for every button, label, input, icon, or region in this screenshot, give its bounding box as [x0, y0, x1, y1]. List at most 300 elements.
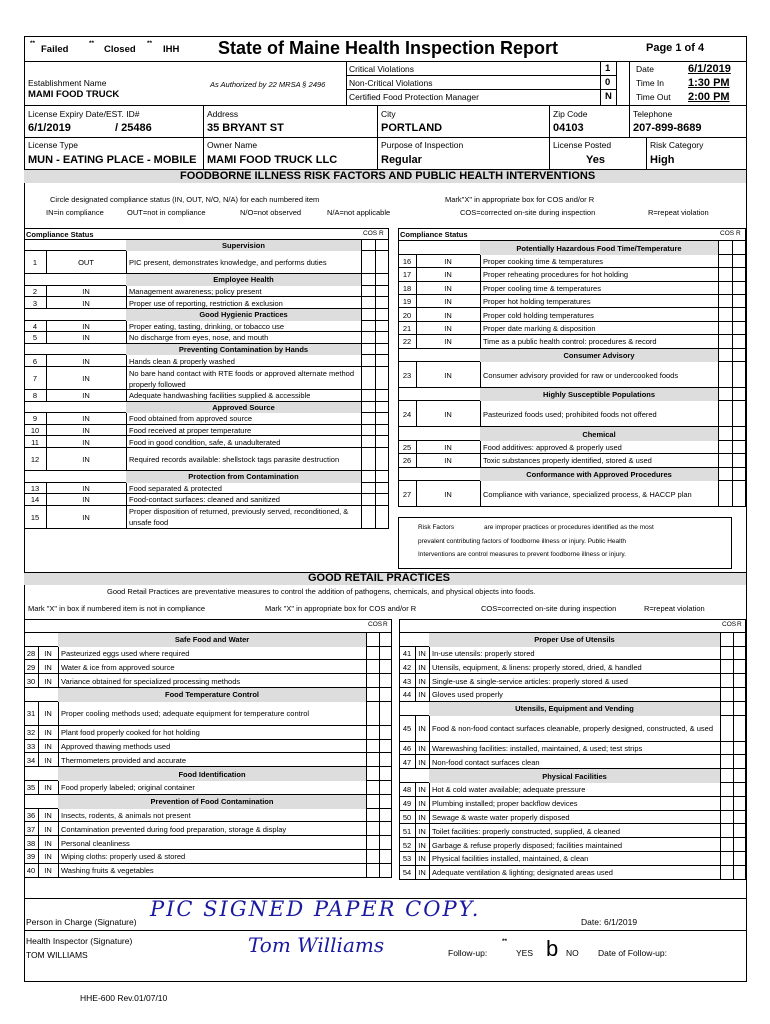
item-number: 39 [26, 852, 36, 862]
r-checkbox[interactable] [732, 295, 746, 308]
cos-checkbox[interactable] [361, 321, 375, 333]
item-status[interactable]: IN [44, 810, 52, 820]
r-checkbox[interactable] [732, 427, 746, 440]
r-header: R [383, 621, 388, 628]
item-description: Food received at proper temperature [129, 426, 252, 436]
item-number: 52 [402, 840, 412, 850]
cos-checkbox[interactable] [720, 852, 733, 866]
r-checkbox[interactable] [733, 838, 746, 852]
cos-checkbox[interactable] [361, 367, 375, 390]
cos-checkbox[interactable] [366, 647, 379, 661]
risk-note-3: prevalent contributing factors of foodborne illness or injury. Public Health [418, 538, 626, 545]
cos-checkbox[interactable] [361, 297, 375, 309]
r-checkbox[interactable] [733, 716, 746, 742]
item-description: Pasteurized eggs used where required [61, 648, 190, 658]
cos-checkbox[interactable] [361, 251, 375, 274]
item-status[interactable]: IN [82, 321, 90, 331]
cos-checkbox[interactable] [366, 740, 379, 754]
item-number: 6 [32, 356, 38, 366]
cos-checkbox[interactable] [366, 850, 379, 864]
est-id: / 25486 [115, 122, 152, 134]
item-description: Physical facilities installed, maintained, & clean [432, 854, 589, 864]
r-checkbox[interactable] [732, 322, 746, 335]
cos-checkbox[interactable] [361, 506, 375, 529]
cos-checkbox[interactable] [361, 494, 375, 506]
page-title: State of Maine Health Inspection Report [218, 38, 559, 58]
item-status[interactable]: IN [82, 391, 90, 401]
r-checkbox[interactable] [733, 769, 746, 783]
r-checkbox[interactable] [733, 702, 746, 716]
cos-checkbox[interactable] [718, 388, 732, 401]
cos-checkbox[interactable] [718, 255, 732, 268]
r-checkbox[interactable] [733, 660, 746, 674]
item-status[interactable]: IN [418, 757, 426, 767]
r-checkbox[interactable] [375, 355, 389, 367]
r-checkbox[interactable] [375, 506, 389, 529]
city-label: City [381, 109, 396, 119]
item-number: 15 [30, 512, 40, 522]
item-description: Proper cooking time & temperatures [483, 256, 604, 266]
item-description: Water & ice from approved source [61, 662, 175, 672]
item-status[interactable]: IN [444, 456, 452, 466]
item-number: 53 [402, 854, 412, 864]
item-number: 34 [26, 755, 36, 765]
critical-label: Critical Violations [349, 64, 415, 74]
r-checkbox[interactable] [732, 308, 746, 321]
r-checkbox[interactable] [733, 824, 746, 838]
cos-checkbox[interactable] [718, 401, 732, 427]
cos-checkbox[interactable] [366, 767, 379, 781]
cos-checkbox[interactable] [720, 716, 733, 742]
r-checkbox[interactable] [375, 483, 389, 495]
item-status[interactable]: IN [82, 495, 90, 505]
item-status[interactable]: IN [44, 709, 52, 719]
item-status[interactable]: IN [444, 323, 452, 333]
item-description: Warewashing facilities: installed, maintained, & used; test strips [432, 743, 643, 753]
item-status[interactable]: IN [444, 283, 452, 293]
item-number: 4 [32, 321, 38, 331]
cos-checkbox[interactable] [720, 838, 733, 852]
r-checkbox[interactable] [375, 297, 389, 309]
item-description: Proper cooling time & temperatures [483, 283, 601, 293]
item-status[interactable]: IN [82, 414, 90, 424]
cos-checkbox[interactable] [366, 753, 379, 767]
section-header: Food Temperature Control [58, 688, 366, 702]
item-status[interactable]: IN [444, 370, 452, 380]
r-checkbox[interactable] [732, 335, 746, 348]
cos-checkbox[interactable] [361, 448, 375, 471]
r-checkbox[interactable] [375, 367, 389, 390]
r-checkbox[interactable] [379, 633, 392, 647]
item-status[interactable]: IN [444, 337, 452, 347]
item-description: Proper date marking & disposition [483, 323, 596, 333]
item-description: Proper hot holding temperatures [483, 297, 591, 307]
item-description: Proper eating, tasting, drinking, or tobacco use [129, 321, 285, 331]
critical-count: 1 [605, 63, 611, 74]
cos-checkbox[interactable] [720, 688, 733, 702]
item-description: Proper cooling methods used; adequate equipment for temperature control [61, 709, 310, 719]
cos-checkbox[interactable] [366, 864, 379, 878]
item-description: Adequate ventilation & lighting; designated areas used [432, 868, 613, 878]
item-status[interactable]: IN [418, 799, 426, 809]
r-checkbox[interactable] [379, 864, 392, 878]
r-checkbox[interactable] [379, 850, 392, 864]
item-number: 22 [402, 337, 412, 347]
cos-checkbox[interactable] [720, 824, 733, 838]
item-status[interactable]: IN [444, 442, 452, 452]
cos-checkbox[interactable] [718, 335, 732, 348]
item-status[interactable]: IN [44, 662, 52, 672]
item-description: Single-use & single-service articles: properly stored & used [432, 676, 628, 686]
item-description: Proper use of reporting, restriction & exclusion [129, 298, 283, 308]
item-status[interactable]: IN [44, 852, 52, 862]
item-number: 8 [32, 391, 38, 401]
r-checkbox[interactable] [375, 274, 389, 286]
item-number: 5 [32, 333, 38, 343]
cos-checkbox[interactable] [361, 274, 375, 286]
purpose-label: Purpose of Inspection [381, 140, 464, 150]
cos-checkbox[interactable] [366, 781, 379, 795]
r-checkbox[interactable] [375, 494, 389, 506]
item-status[interactable]: IN [44, 866, 52, 876]
cos-checkbox[interactable] [718, 481, 732, 507]
r-checkbox[interactable] [733, 797, 746, 811]
cos-checkbox[interactable] [720, 660, 733, 674]
item-status[interactable]: IN [82, 298, 90, 308]
r-checkbox[interactable] [379, 674, 392, 688]
item-status[interactable]: IN [444, 256, 452, 266]
item-description: Non-food contact surfaces clean [432, 757, 540, 767]
cos-checkbox[interactable] [718, 282, 732, 295]
r-checkbox[interactable] [733, 866, 746, 880]
r-checkbox[interactable] [375, 309, 389, 321]
r-checkbox[interactable] [375, 425, 389, 437]
item-number: 3 [32, 298, 38, 308]
cos-header: COS [720, 230, 735, 237]
cos-checkbox[interactable] [361, 286, 375, 298]
item-status[interactable]: IN [444, 297, 452, 307]
item-description: Approved thawing methods used [61, 741, 171, 751]
cos-checkbox[interactable] [718, 441, 732, 454]
section-header: Prevention of Food Contamination [58, 795, 366, 809]
item-status[interactable]: IN [44, 824, 52, 834]
section-header: Employee Health [126, 274, 361, 286]
r-checkbox[interactable] [732, 282, 746, 295]
r-checkbox[interactable] [733, 742, 746, 756]
item-description: Personal cleanliness [61, 838, 130, 848]
r-checkbox[interactable] [375, 413, 389, 425]
item-status[interactable]: IN [444, 489, 452, 499]
item-status[interactable]: IN [418, 724, 426, 734]
r-checkbox[interactable] [732, 441, 746, 454]
r-checkbox[interactable] [379, 647, 392, 661]
item-number: 48 [402, 785, 412, 795]
r-checkbox[interactable] [379, 767, 392, 781]
r-checkbox[interactable] [733, 811, 746, 825]
cos-checkbox[interactable] [366, 674, 379, 688]
risk-note-1: Risk Factors [418, 524, 455, 531]
cos-checkbox[interactable] [718, 349, 732, 362]
form-number: HHE-600 Rev.01/07/10 [80, 993, 168, 1003]
r-checkbox[interactable] [732, 388, 746, 401]
r-checkbox[interactable] [375, 286, 389, 298]
r-checkbox[interactable] [733, 852, 746, 866]
ihh-mark: ** [147, 40, 153, 47]
r-checkbox[interactable] [375, 344, 389, 356]
cos-checkbox[interactable] [361, 309, 375, 321]
cos-checkbox[interactable] [366, 702, 379, 726]
closed-mark: ** [89, 40, 95, 47]
inspector-signature-label: Health Inspector (Signature) [26, 936, 133, 946]
cos-checkbox[interactable] [361, 344, 375, 356]
item-status[interactable]: IN [418, 648, 426, 658]
cos-checkbox[interactable] [720, 647, 733, 661]
cos-checkbox[interactable] [366, 836, 379, 850]
r-checkbox[interactable] [732, 349, 746, 362]
r-checkbox[interactable] [379, 726, 392, 740]
item-status[interactable]: IN [44, 741, 52, 751]
r-checkbox[interactable] [732, 481, 746, 507]
r-checkbox[interactable] [732, 241, 746, 254]
r-def: R=repeat violation [648, 208, 709, 217]
item-status[interactable]: IN [44, 676, 52, 686]
item-description: Food in good condition, safe, & unadulterated [129, 437, 281, 447]
item-status[interactable]: IN [418, 743, 426, 753]
section-header: Protection from Contamination [126, 471, 361, 483]
followup-no-marker: b [546, 936, 559, 961]
item-status[interactable]: IN [82, 287, 90, 297]
sig-date-label: Date: [581, 917, 602, 927]
item-number: 42 [402, 662, 412, 672]
item-description: Plumbing installed; proper backflow devices [432, 799, 578, 809]
item-number: 19 [402, 297, 412, 307]
followup-no[interactable]: NO [566, 948, 579, 958]
cos-checkbox[interactable] [361, 483, 375, 495]
r-checkbox[interactable] [375, 251, 389, 274]
r-checkbox[interactable] [732, 454, 746, 467]
cos-checkbox[interactable] [720, 702, 733, 716]
item-status[interactable]: IN [44, 838, 52, 848]
cos-checkbox[interactable] [718, 308, 732, 321]
cos-checkbox[interactable] [361, 355, 375, 367]
item-status[interactable]: IN [82, 483, 90, 493]
r-checkbox[interactable] [379, 660, 392, 674]
address-label: Address [207, 109, 239, 119]
establishment-name-label: Establishment Name [28, 78, 107, 88]
cos-checkbox[interactable] [718, 468, 732, 481]
cos-checkbox[interactable] [366, 822, 379, 836]
cos-checkbox[interactable] [720, 769, 733, 783]
cos-checkbox[interactable] [366, 726, 379, 740]
cos-checkbox[interactable] [718, 427, 732, 440]
r-checkbox[interactable] [732, 401, 746, 427]
license-exp: 6/1/2019 [28, 122, 71, 134]
r-checkbox[interactable] [732, 268, 746, 281]
r-checkbox[interactable] [379, 688, 392, 702]
r-checkbox[interactable] [379, 795, 392, 809]
item-status[interactable]: IN [82, 437, 90, 447]
followup-label: Follow-up: [448, 948, 488, 958]
item-status[interactable]: IN [418, 785, 426, 795]
followup-yes[interactable]: YES [516, 948, 534, 958]
r-checkbox[interactable] [379, 702, 392, 726]
retail-cos-def: COS=corrected on-site during inspection [481, 604, 617, 613]
item-number: 45 [402, 724, 412, 734]
mark-note: Mark"X" in appropriate box for COS and/or R [445, 195, 595, 204]
item-status[interactable]: IN [418, 868, 426, 878]
item-description: Plant food properly cooked for hot holding [61, 728, 200, 738]
item-status[interactable]: IN [444, 310, 452, 320]
cos-checkbox[interactable] [718, 362, 732, 388]
cos-checkbox[interactable] [720, 755, 733, 769]
item-number: 36 [26, 810, 36, 820]
cos-header: COS [722, 621, 737, 628]
item-status[interactable]: IN [82, 356, 90, 366]
zip: 04103 [553, 122, 584, 134]
r-checkbox[interactable] [379, 753, 392, 767]
license-type-label: License Type [28, 140, 78, 150]
risk-note-2: are improper practices or procedures identified as the most [484, 524, 654, 531]
item-status[interactable]: IN [82, 374, 90, 383]
inspector-name: TOM WILLIAMS [26, 950, 88, 960]
cos-checkbox[interactable] [720, 674, 733, 688]
item-status[interactable]: IN [418, 662, 426, 672]
noncritical-label: Non-Critical Violations [349, 78, 433, 88]
r-checkbox[interactable] [733, 674, 746, 688]
item-status[interactable]: IN [44, 783, 52, 793]
r-checkbox[interactable] [379, 740, 392, 754]
item-status[interactable]: IN [444, 270, 452, 280]
cos-checkbox[interactable] [718, 268, 732, 281]
item-status[interactable]: IN [44, 728, 52, 738]
r-checkbox[interactable] [379, 836, 392, 850]
item-number: 28 [26, 648, 36, 658]
item-description: Sewage & waste water properly disposed [432, 812, 570, 822]
item-description: Washing fruits & vegetables [61, 866, 154, 876]
cos-checkbox[interactable] [366, 795, 379, 809]
r-checkbox[interactable] [375, 240, 389, 252]
cos-checkbox[interactable] [366, 809, 379, 823]
item-number: 11 [31, 437, 39, 447]
item-number: 27 [402, 489, 412, 499]
item-number: 17 [402, 270, 412, 280]
cos-header: COS [368, 621, 383, 628]
cos-checkbox[interactable] [720, 866, 733, 880]
r-checkbox[interactable] [379, 822, 392, 836]
retail-mark-x: Mark "X" in box if numbered item is not in compliance [28, 604, 206, 613]
item-number: 25 [402, 442, 412, 452]
r-checkbox[interactable] [375, 448, 389, 471]
r-checkbox[interactable] [733, 755, 746, 769]
r-checkbox[interactable] [375, 436, 389, 448]
r-checkbox[interactable] [375, 321, 389, 333]
r-checkbox[interactable] [732, 468, 746, 481]
cos-checkbox[interactable] [361, 332, 375, 344]
cos-checkbox[interactable] [361, 240, 375, 252]
item-status[interactable]: OUT [78, 258, 94, 268]
na-def: N/A=not applicable [327, 208, 391, 217]
item-status[interactable]: IN [82, 512, 90, 522]
item-status[interactable]: IN [82, 333, 90, 343]
item-description: PIC present, demonstrates knowledge, and performs duties [129, 258, 327, 268]
item-description: Thermometers provided and accurate [61, 755, 187, 765]
section-header: Physical Facilities [429, 769, 720, 783]
item-status[interactable]: IN [418, 690, 426, 700]
item-status[interactable]: IN [82, 455, 90, 464]
cos-checkbox[interactable] [366, 688, 379, 702]
authorized-note: As Authorized by 22 MRSA § 2496 [210, 80, 326, 89]
r-checkbox[interactable] [733, 633, 746, 647]
noncritical-count: 0 [605, 77, 611, 88]
cos-checkbox[interactable] [718, 322, 732, 335]
item-status[interactable]: IN [418, 812, 426, 822]
item-number: 20 [402, 310, 412, 320]
section-header: Conformance with Approved Procedures [480, 468, 718, 481]
r-checkbox[interactable] [732, 255, 746, 268]
r-checkbox[interactable] [375, 332, 389, 344]
cos-checkbox[interactable] [720, 783, 733, 797]
cos-checkbox[interactable] [361, 390, 375, 402]
cos-checkbox[interactable] [361, 436, 375, 448]
r-checkbox[interactable] [732, 362, 746, 388]
r-checkbox[interactable] [375, 402, 389, 414]
r-checkbox[interactable] [379, 809, 392, 823]
license-posted: Yes [586, 154, 605, 166]
sig-date: 6/1/2019 [604, 917, 638, 927]
item-status[interactable]: IN [44, 755, 52, 765]
cos-checkbox[interactable] [366, 633, 379, 647]
item-number: 7 [32, 374, 38, 383]
item-status[interactable]: IN [418, 840, 426, 850]
cos-checkbox[interactable] [361, 402, 375, 414]
item-status[interactable]: IN [418, 854, 426, 864]
cos-checkbox[interactable] [718, 454, 732, 467]
circle-note: Circle designated compliance status (IN, OUT, N/O, N/A) for each numbered item [50, 195, 320, 204]
cos-checkbox[interactable] [720, 811, 733, 825]
r-checkbox[interactable] [733, 647, 746, 661]
cos-checkbox[interactable] [361, 413, 375, 425]
item-description: Time as a public health control: procedures & record [483, 337, 657, 347]
compliance-status-label: Compliance Status [400, 230, 468, 239]
item-number: 47 [402, 757, 412, 767]
item-status[interactable]: IN [418, 676, 426, 686]
item-description: No discharge from eyes, nose, and mouth [129, 333, 269, 343]
cos-checkbox[interactable] [718, 295, 732, 308]
cos-checkbox[interactable] [720, 633, 733, 647]
cos-checkbox[interactable] [720, 742, 733, 756]
item-description: Hands clean & properly washed [129, 356, 235, 366]
item-description: Proper reheating procedures for hot holding [483, 270, 629, 280]
cos-checkbox[interactable] [720, 797, 733, 811]
item-status[interactable]: IN [444, 409, 452, 419]
cos-checkbox[interactable] [361, 471, 375, 483]
risk-label: Risk Category [650, 140, 704, 150]
item-status[interactable]: IN [418, 826, 426, 836]
cos-checkbox[interactable] [718, 241, 732, 254]
item-description: Gloves used properly [432, 690, 503, 700]
item-status[interactable]: IN [82, 426, 90, 436]
item-number: 43 [402, 676, 412, 686]
r-checkbox[interactable] [375, 471, 389, 483]
r-checkbox[interactable] [733, 688, 746, 702]
section-header: Consumer Advisory [480, 349, 718, 362]
cos-checkbox[interactable] [366, 660, 379, 674]
r-checkbox[interactable] [733, 783, 746, 797]
cos-checkbox[interactable] [361, 425, 375, 437]
r-checkbox[interactable] [375, 390, 389, 402]
r-checkbox[interactable] [379, 781, 392, 795]
item-status[interactable]: IN [44, 648, 52, 658]
